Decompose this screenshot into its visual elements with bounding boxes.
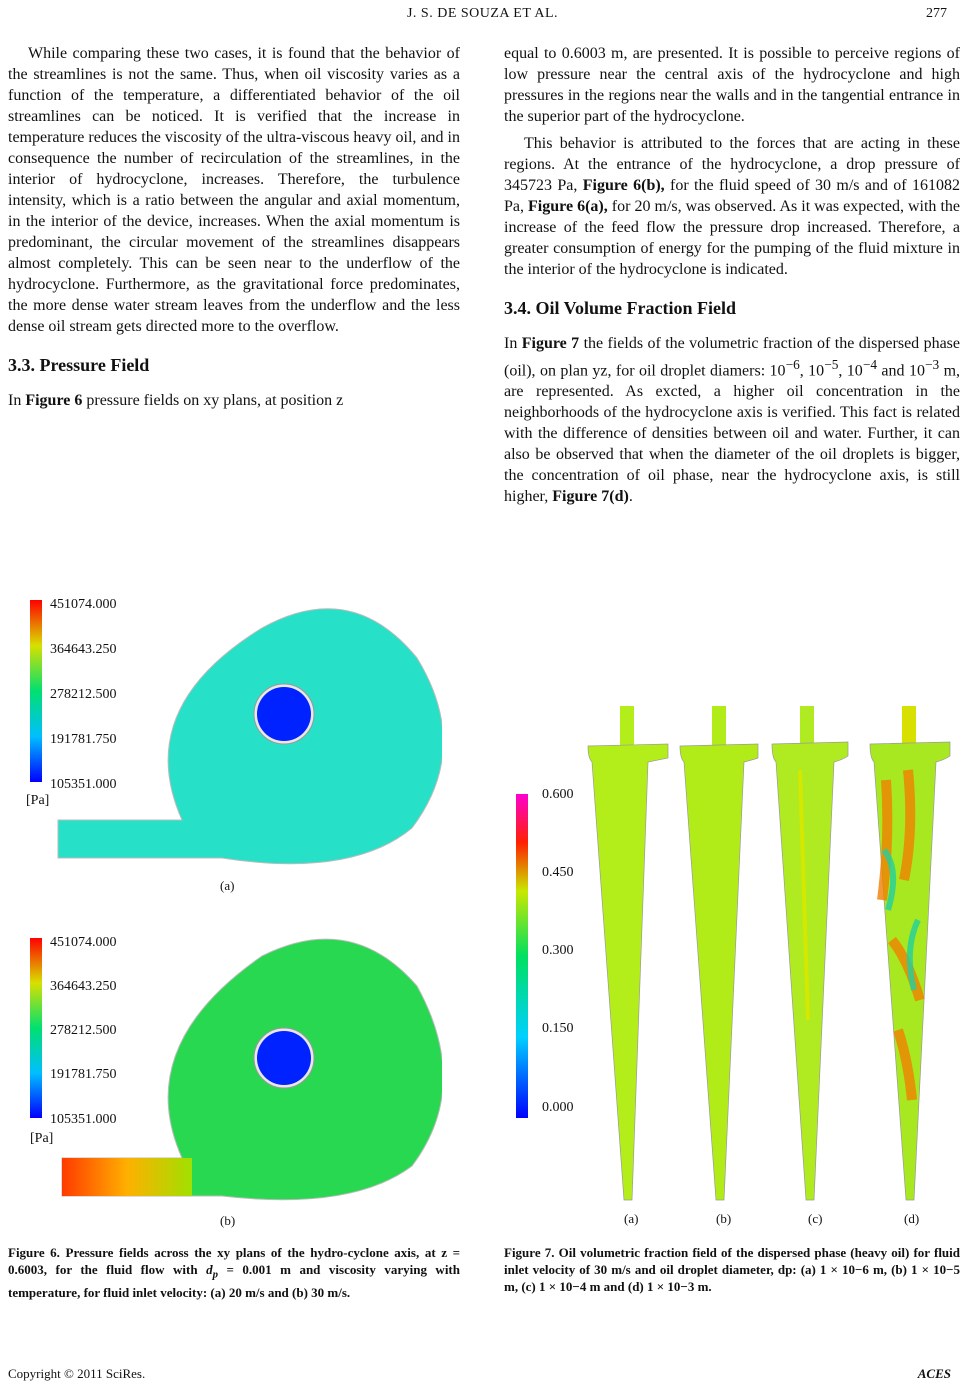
hydrocyclone-b: [680, 706, 758, 1200]
hydrocyclone-c: [772, 706, 848, 1200]
legend-unit: [Pa]: [30, 1131, 54, 1146]
right-paragraph-3: In Figure 7 the fields of the volumetric fraction of the dispersed phase (oil), on plan yz, for oil droplet diamers: $10^{-6}$, $10^{-5}$, $10^{-4}$ and $10^{-3}$ m, are represented. As excted, a higher oil concentration in the neighborhoods of the hydrocyclone axis is verified. This fact is related with the difference of densities between oil and water. Further, it can also be observed that when the diameter of the oil droplets is bigger, the concentration of oil phase, near the hydrocyclone axis, is still higher, Figure 7(d).: [504, 335, 961, 506]
figure-6-caption: Figure 6. Pressure fields across the xy plans of the hydro-cyclone axis, at z = 0.6003, for the fluid flow with $d_p = 0.001$ m and viscosity varying with temperature, for fluid inlet velocity: (a) 20 m/s and (b) 30 m/s.: [8, 1245, 460, 1300]
figure-7-ref[interactable]: Figure 7: [521, 335, 580, 352]
right-paragraph-2: This behavior is attributed to the forces that are acting in these regions. At the entrance of the hydrocyclone, a drop pressure of 345723 Pa, Figure 6(b), for the fluid speed of 30 m/s and of 161082 Pa, Figure 6(a), for 20 m/s, was observed. As it was expected, with the increase of the feed flow the pressure drop increased. Therefore, a greater consumption of energy for the pumping of the fluid mixture in the interior of the hydrocyclone is indicated.: [504, 135, 960, 278]
figure-6-ref[interactable]: Figure 6: [25, 392, 83, 409]
figure-7-volume-fraction: [508, 700, 960, 1220]
hydrocyclone-d: [870, 706, 950, 1200]
legend-value-3: 278212.500: [50, 1023, 117, 1038]
figure-7b-label: (b): [716, 1211, 732, 1226]
figure-7d-label: (d): [904, 1211, 920, 1226]
legend-value-4: 0.150: [542, 1021, 574, 1036]
figure-6b-pressure-field: [22, 926, 442, 1211]
right-column: [504, 43, 960, 513]
footer-copyright: Copyright © 2011 SciRes.: [8, 1366, 146, 1381]
legend-value-5: 105351.000: [50, 1112, 117, 1127]
figure-6a-ref[interactable]: Figure 6(a),: [528, 198, 608, 215]
central-low-pressure-core: [257, 1031, 311, 1085]
right-paragraph-1: equal to 0.6003 m, are presented. It is possible to perceive regions of low pressure near the central axis of the hydrocyclone and high pressures in the regions near the walls and in the tangential entrance in the superior part of the hydrocyclone.: [504, 45, 960, 125]
figure-6a-pressure-field: [22, 588, 442, 878]
legend-value-4: 191781.750: [50, 1067, 117, 1082]
color-legend-bar: [516, 794, 528, 1118]
figure-7d-ref[interactable]: Figure 7(d): [552, 488, 629, 506]
figure-6b-label: (b): [220, 1213, 236, 1228]
left-paragraph-1: While comparing these two cases, it is found that the behavior of the streamlines is not the same. Thus, when oil viscosity varies as a function of the temperature, a differentiated behavior of the oil streamlines can be noticed. It is verified that the increase in temperature reduces the viscosity of the ultra-viscous heavy oil, and in consequence the number of recirculation of the streamlines, in the interior of hydrocyclone, increases. Therefore, the turbulence intensity, which is a ratio between the angular and axial momentum, in the interior of the device, increases. When the axial momentum is predominant, the circular movement of the streamlines disappears almost completely. This can be seen near to the underflow of the hydrocyclone. Furthermore, as the gravitational force predominates, the more dense water stream leaves from the underflow and the less dense oil stream gets directed more to the overflow.: [8, 45, 460, 335]
page-number: 277: [926, 6, 947, 21]
legend-value-2: 0.450: [542, 865, 574, 880]
legend-value-3: 278212.500: [50, 687, 117, 702]
figure-7a-label: (a): [624, 1211, 639, 1226]
legend-value-3: 0.300: [542, 943, 574, 958]
legend-value-4: 191781.750: [50, 732, 117, 747]
legend-value-1: 451074.000: [50, 597, 117, 612]
legend-value-1: 0.600: [542, 787, 574, 802]
section-heading-3-4: 3.4. Oil Volume Fraction Field: [504, 298, 736, 318]
figure-7c-label: (c): [808, 1211, 823, 1226]
left-column: [8, 43, 460, 417]
legend-value-1: 451074.000: [50, 935, 117, 950]
running-header: J. S. DE SOUZA ET AL.: [406, 6, 559, 21]
hydrocyclone-a: [588, 706, 668, 1200]
central-low-pressure-core: [257, 687, 311, 741]
left-paragraph-2: In Figure 6 pressure fields on xy plans, at position z: [8, 392, 344, 409]
legend-value-2: 364643.250: [50, 642, 117, 657]
color-legend-bar: [30, 938, 42, 1118]
footer-journal: ACES: [917, 1366, 951, 1381]
legend-value-5: 105351.000: [50, 777, 117, 792]
figure-7-caption: Figure 7. Oil volumetric fraction field of the dispersed phase (heavy oil) for fluid inlet velocity of 30 m/s and oil droplet diameter, dp: (a) 1 × 10−6 m, (b) 1 × 10−5 m, (c) 1 × 10−4 m and (d) 1 × 10−3 m.: [504, 1245, 960, 1294]
figure-6a-label: (a): [220, 878, 235, 893]
legend-unit: [Pa]: [26, 793, 50, 808]
color-legend-bar: [30, 600, 42, 782]
tangential-inlet: [62, 1158, 192, 1196]
section-heading-3-3: 3.3. Pressure Field: [8, 355, 150, 375]
legend-value-2: 364643.250: [50, 979, 117, 994]
legend-value-5: 0.000: [542, 1100, 574, 1115]
figure-6b-ref[interactable]: Figure 6(b),: [582, 177, 665, 194]
